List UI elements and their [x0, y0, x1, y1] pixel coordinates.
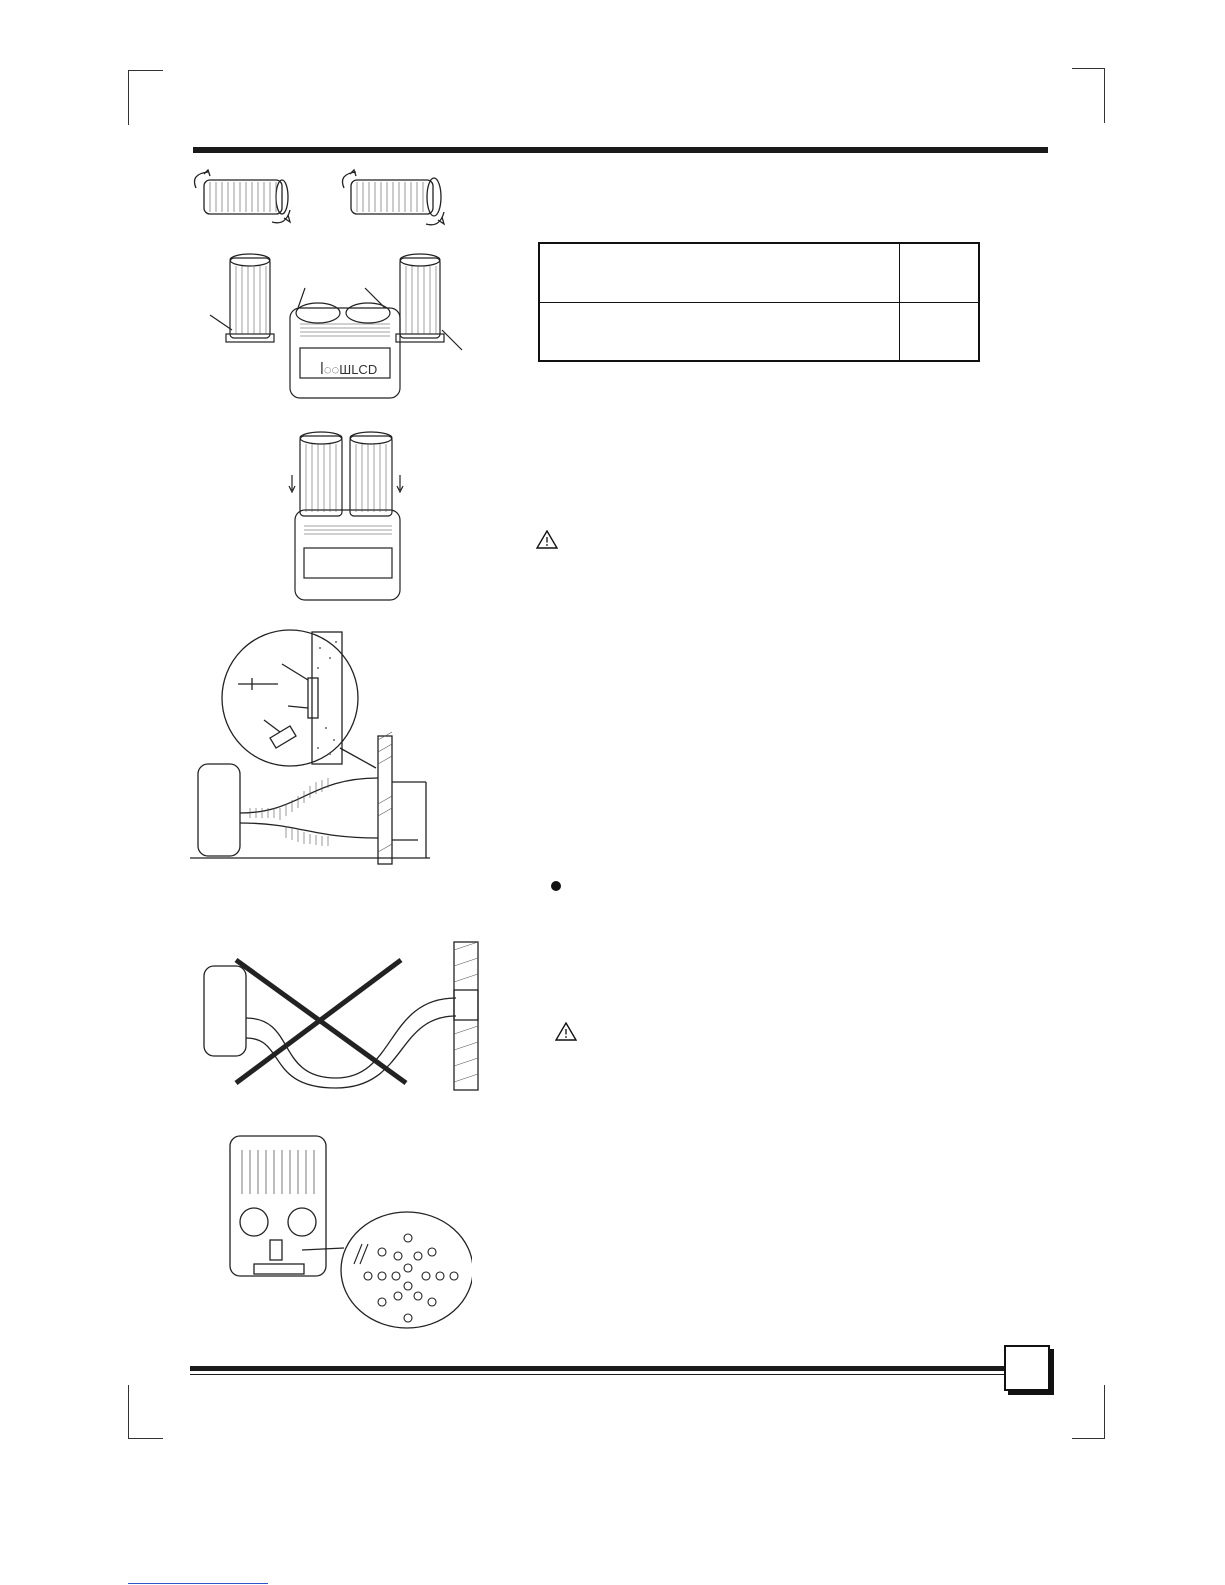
table-cell-value: [900, 243, 980, 302]
crop-mark-bl-h: [128, 1438, 163, 1439]
footer-rule: [190, 1366, 1005, 1371]
hose-installation-figure-1: [200, 250, 470, 410]
warning-triangle-icon: [536, 530, 558, 549]
crop-mark-tl-h: [128, 70, 163, 71]
hose-adapter-figure: [186, 160, 456, 230]
crop-mark-tl-v: [128, 70, 129, 125]
crop-mark-br-h: [1072, 1438, 1105, 1439]
page-number: [1004, 1345, 1050, 1391]
header-rule: [193, 147, 1048, 153]
table-row: [539, 243, 979, 302]
spec-table: [538, 242, 980, 362]
bullet-dot-icon: [551, 881, 561, 891]
crop-mark-tr-h: [1072, 68, 1105, 69]
table-cell-value: [900, 302, 980, 361]
crop-mark-br-v: [1104, 1385, 1105, 1439]
wall-installation-figure: [190, 628, 440, 868]
svg-text:ꟾ◌◌ШLCD: ꟾ◌◌ШLCD: [320, 362, 378, 377]
incorrect-hose-figure: [196, 938, 481, 1093]
table-cell-label: [539, 302, 900, 361]
table-row: [539, 302, 979, 361]
hose-installation-figure-2: [280, 430, 420, 605]
table-cell-label: [539, 243, 900, 302]
footer-rule-thin: [190, 1374, 1005, 1375]
footer-link-underline: [128, 1583, 268, 1584]
warning-triangle-icon: [555, 1022, 577, 1041]
crop-mark-bl-v: [128, 1385, 129, 1439]
crop-mark-tr-v: [1104, 68, 1105, 123]
accessories-figure: [222, 1130, 472, 1340]
